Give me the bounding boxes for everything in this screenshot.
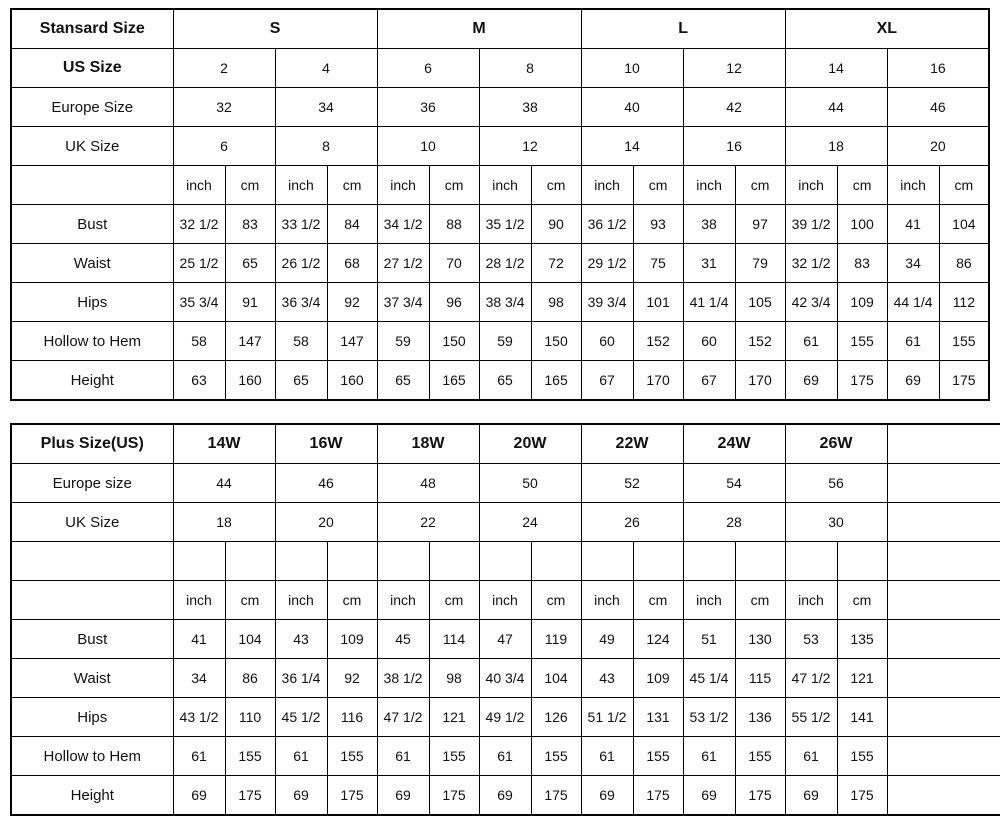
unit-cell: inch xyxy=(683,166,735,205)
plus-measure-cell: 49 xyxy=(581,620,633,659)
unit-cell: cm xyxy=(735,166,785,205)
plus-measure-cell: 110 xyxy=(225,698,275,737)
plus-europe-size-cell: 50 xyxy=(479,464,581,503)
us-size-cell: 2 xyxy=(173,49,275,88)
europe-size-cell: 36 xyxy=(377,88,479,127)
plus-measure-cell: 131 xyxy=(633,698,683,737)
measure-cell: 147 xyxy=(327,322,377,361)
measure-cell: 104 xyxy=(939,205,989,244)
europe-size-cell: 46 xyxy=(887,88,989,127)
measure-cell: 96 xyxy=(429,283,479,322)
measure-cell: 65 xyxy=(479,361,531,401)
us-size-cell: 4 xyxy=(275,49,377,88)
row-label-us-size: US Size xyxy=(11,49,173,88)
table-row-europe-size xyxy=(11,88,989,127)
measure-cell: 34 xyxy=(887,244,939,283)
measure-cell: 165 xyxy=(429,361,479,401)
measure-cell: 28 1/2 xyxy=(479,244,531,283)
size-group-xl: XL xyxy=(785,9,989,49)
plus-spacer-cell xyxy=(377,542,429,581)
table-row-units xyxy=(11,166,989,205)
plus-spacer-cell xyxy=(785,542,837,581)
measure-cell: 83 xyxy=(837,244,887,283)
plus-blank-cell xyxy=(887,503,1000,542)
row-label-plus-hollow-to-hem: Hollow to Hem xyxy=(11,737,173,776)
uk-size-cell: 12 xyxy=(479,127,581,166)
measure-cell: 91 xyxy=(225,283,275,322)
plus-europe-size-cell: 56 xyxy=(785,464,887,503)
plus-measure-cell: 155 xyxy=(531,737,581,776)
measure-cell: 175 xyxy=(939,361,989,401)
measure-cell: 38 3/4 xyxy=(479,283,531,322)
plus-spacer-cell xyxy=(479,542,531,581)
measure-cell: 90 xyxy=(531,205,581,244)
us-size-cell: 12 xyxy=(683,49,785,88)
plus-uk-size-cell: 30 xyxy=(785,503,887,542)
measure-cell: 34 1/2 xyxy=(377,205,429,244)
table-row-size-groups xyxy=(11,9,989,49)
europe-size-cell: 44 xyxy=(785,88,887,127)
measure-cell: 70 xyxy=(429,244,479,283)
row-label-plus-units-blank xyxy=(11,581,173,620)
plus-measure-cell: 114 xyxy=(429,620,479,659)
table-row-plus-units xyxy=(11,581,1000,620)
plus-measure-cell: 55 1/2 xyxy=(785,698,837,737)
unit-cell: inch xyxy=(173,166,225,205)
measure-cell: 160 xyxy=(225,361,275,401)
us-size-cell: 8 xyxy=(479,49,581,88)
measure-cell: 36 1/2 xyxy=(581,205,633,244)
plus-unit-cell: inch xyxy=(581,581,633,620)
measure-cell: 88 xyxy=(429,205,479,244)
measure-cell: 58 xyxy=(275,322,327,361)
plus-measure-cell: 115 xyxy=(735,659,785,698)
uk-size-cell: 14 xyxy=(581,127,683,166)
plus-measure-cell: 69 xyxy=(479,776,531,816)
measure-cell: 155 xyxy=(837,322,887,361)
measure-cell: 101 xyxy=(633,283,683,322)
unit-cell: cm xyxy=(939,166,989,205)
plus-unit-cell: cm xyxy=(429,581,479,620)
us-size-cell: 6 xyxy=(377,49,479,88)
row-label-waist: Waist xyxy=(11,244,173,283)
plus-blank-cell xyxy=(887,659,1000,698)
plus-measure-cell: 38 1/2 xyxy=(377,659,429,698)
plus-measure-cell: 41 xyxy=(173,620,225,659)
plus-measure-cell: 175 xyxy=(837,776,887,816)
plus-measure-cell: 141 xyxy=(837,698,887,737)
row-label-uk-size: UK Size xyxy=(11,127,173,166)
plus-measure-cell: 45 1/2 xyxy=(275,698,327,737)
unit-cell: inch xyxy=(377,166,429,205)
measure-cell: 152 xyxy=(735,322,785,361)
measure-cell: 60 xyxy=(683,322,735,361)
plus-measure-cell: 61 xyxy=(581,737,633,776)
plus-uk-size-cell: 18 xyxy=(173,503,275,542)
size-group-l: L xyxy=(581,9,785,49)
measure-cell: 35 1/2 xyxy=(479,205,531,244)
table-row-us-size xyxy=(11,49,989,88)
measure-cell: 165 xyxy=(531,361,581,401)
plus-unit-cell: inch xyxy=(479,581,531,620)
plus-spacer-cell xyxy=(683,542,735,581)
row-label-plus-waist: Waist xyxy=(11,659,173,698)
plus-spacer-cell xyxy=(633,542,683,581)
measure-cell: 152 xyxy=(633,322,683,361)
plus-measure-cell: 47 xyxy=(479,620,531,659)
plus-unit-cell: inch xyxy=(785,581,837,620)
measure-cell: 39 1/2 xyxy=(785,205,837,244)
measure-cell: 65 xyxy=(377,361,429,401)
plus-size-table xyxy=(10,423,1000,816)
plus-blank-cell xyxy=(887,737,1000,776)
plus-measure-cell: 61 xyxy=(479,737,531,776)
plus-measure-cell: 175 xyxy=(633,776,683,816)
plus-measure-cell: 175 xyxy=(531,776,581,816)
measure-cell: 65 xyxy=(275,361,327,401)
table-row-plus-bust xyxy=(11,620,1000,659)
plus-size-group-16w: 16W xyxy=(275,424,377,464)
plus-measure-cell: 109 xyxy=(633,659,683,698)
plus-measure-cell: 47 1/2 xyxy=(377,698,429,737)
plus-measure-cell: 61 xyxy=(173,737,225,776)
plus-size-group-20w: 20W xyxy=(479,424,581,464)
plus-uk-size-cell: 22 xyxy=(377,503,479,542)
plus-size-group-24w: 24W xyxy=(683,424,785,464)
measure-cell: 41 xyxy=(887,205,939,244)
measure-cell: 105 xyxy=(735,283,785,322)
plus-measure-cell: 155 xyxy=(225,737,275,776)
standard-size-table xyxy=(10,8,990,401)
measure-cell: 44 1/4 xyxy=(887,283,939,322)
plus-measure-cell: 45 1/4 xyxy=(683,659,735,698)
measure-cell: 35 3/4 xyxy=(173,283,225,322)
measure-cell: 83 xyxy=(225,205,275,244)
plus-europe-size-cell: 48 xyxy=(377,464,479,503)
row-label-units-blank xyxy=(11,166,173,205)
measure-cell: 25 1/2 xyxy=(173,244,225,283)
measure-cell: 100 xyxy=(837,205,887,244)
plus-europe-size-cell: 46 xyxy=(275,464,377,503)
measure-cell: 150 xyxy=(429,322,479,361)
measure-cell: 41 1/4 xyxy=(683,283,735,322)
plus-measure-cell: 61 xyxy=(377,737,429,776)
measure-cell: 93 xyxy=(633,205,683,244)
measure-cell: 109 xyxy=(837,283,887,322)
measure-cell: 61 xyxy=(785,322,837,361)
plus-blank-cell xyxy=(887,620,1000,659)
plus-size-group-26w: 26W xyxy=(785,424,887,464)
plus-measure-cell: 109 xyxy=(327,620,377,659)
unit-cell: cm xyxy=(531,166,581,205)
measure-cell: 26 1/2 xyxy=(275,244,327,283)
plus-measure-cell: 61 xyxy=(683,737,735,776)
measure-cell: 86 xyxy=(939,244,989,283)
plus-measure-cell: 92 xyxy=(327,659,377,698)
plus-spacer-cell xyxy=(275,542,327,581)
plus-unit-cell: inch xyxy=(683,581,735,620)
plus-spacer-cell xyxy=(173,542,225,581)
plus-measure-cell: 98 xyxy=(429,659,479,698)
row-label-plus-hips: Hips xyxy=(11,698,173,737)
europe-size-cell: 42 xyxy=(683,88,785,127)
measure-cell: 60 xyxy=(581,322,633,361)
plus-unit-cell: cm xyxy=(225,581,275,620)
table-row-plus-height xyxy=(11,776,1000,816)
plus-spacer-label xyxy=(11,542,173,581)
plus-measure-cell: 34 xyxy=(173,659,225,698)
measure-cell: 36 3/4 xyxy=(275,283,327,322)
plus-blank-cell xyxy=(887,581,1000,620)
plus-measure-cell: 51 xyxy=(683,620,735,659)
measure-cell: 67 xyxy=(581,361,633,401)
measure-cell: 69 xyxy=(785,361,837,401)
plus-unit-cell: inch xyxy=(173,581,225,620)
measure-cell: 61 xyxy=(887,322,939,361)
plus-unit-cell: inch xyxy=(377,581,429,620)
plus-measure-cell: 155 xyxy=(837,737,887,776)
plus-measure-cell: 116 xyxy=(327,698,377,737)
plus-unit-cell: cm xyxy=(735,581,785,620)
size-group-m: M xyxy=(377,9,581,49)
plus-measure-cell: 43 xyxy=(581,659,633,698)
measure-cell: 79 xyxy=(735,244,785,283)
plus-spacer-cell xyxy=(735,542,785,581)
measure-cell: 112 xyxy=(939,283,989,322)
plus-measure-cell: 155 xyxy=(633,737,683,776)
table-row-uk-size xyxy=(11,127,989,166)
measure-cell: 170 xyxy=(633,361,683,401)
plus-measure-cell: 175 xyxy=(735,776,785,816)
measure-cell: 155 xyxy=(939,322,989,361)
measure-cell: 31 xyxy=(683,244,735,283)
uk-size-cell: 10 xyxy=(377,127,479,166)
uk-size-cell: 8 xyxy=(275,127,377,166)
plus-uk-size-cell: 20 xyxy=(275,503,377,542)
row-label-plus-height: Height xyxy=(11,776,173,816)
measure-cell: 69 xyxy=(887,361,939,401)
measure-cell: 72 xyxy=(531,244,581,283)
row-label-europe-size: Europe Size xyxy=(11,88,173,127)
measure-cell: 84 xyxy=(327,205,377,244)
plus-measure-cell: 104 xyxy=(225,620,275,659)
plus-measure-cell: 69 xyxy=(785,776,837,816)
plus-measure-cell: 51 1/2 xyxy=(581,698,633,737)
unit-cell: inch xyxy=(581,166,633,205)
uk-size-cell: 18 xyxy=(785,127,887,166)
plus-measure-cell: 49 1/2 xyxy=(479,698,531,737)
measure-cell: 33 1/2 xyxy=(275,205,327,244)
row-label-hollow-to-hem: Hollow to Hem xyxy=(11,322,173,361)
measure-cell: 150 xyxy=(531,322,581,361)
plus-spacer-cell xyxy=(225,542,275,581)
measure-cell: 63 xyxy=(173,361,225,401)
plus-measure-cell: 155 xyxy=(327,737,377,776)
plus-measure-cell: 155 xyxy=(735,737,785,776)
europe-size-cell: 38 xyxy=(479,88,581,127)
plus-measure-cell: 69 xyxy=(377,776,429,816)
plus-blank-cell xyxy=(887,464,1000,503)
plus-size-group-14w: 14W xyxy=(173,424,275,464)
measure-cell: 38 xyxy=(683,205,735,244)
plus-measure-cell: 175 xyxy=(327,776,377,816)
measure-cell: 37 3/4 xyxy=(377,283,429,322)
plus-blank-cell xyxy=(887,424,1000,464)
plus-measure-cell: 43 xyxy=(275,620,327,659)
table-row-height xyxy=(11,361,989,401)
plus-measure-cell: 61 xyxy=(275,737,327,776)
measure-cell: 42 3/4 xyxy=(785,283,837,322)
plus-measure-cell: 175 xyxy=(225,776,275,816)
measure-cell: 67 xyxy=(683,361,735,401)
table-row-hips xyxy=(11,283,989,322)
table-divider xyxy=(10,401,990,423)
row-label-plus-europe-size: Europe size xyxy=(11,464,173,503)
measure-cell: 59 xyxy=(479,322,531,361)
measure-cell: 147 xyxy=(225,322,275,361)
plus-unit-cell: cm xyxy=(633,581,683,620)
table-row-plus-size-groups xyxy=(11,424,1000,464)
plus-blank-cell xyxy=(887,542,1000,581)
row-label-hips: Hips xyxy=(11,283,173,322)
plus-measure-cell: 53 1/2 xyxy=(683,698,735,737)
measure-cell: 68 xyxy=(327,244,377,283)
us-size-cell: 14 xyxy=(785,49,887,88)
plus-measure-cell: 53 xyxy=(785,620,837,659)
plus-spacer-cell xyxy=(581,542,633,581)
unit-cell: inch xyxy=(785,166,837,205)
measure-cell: 27 1/2 xyxy=(377,244,429,283)
plus-uk-size-cell: 26 xyxy=(581,503,683,542)
plus-unit-cell: inch xyxy=(275,581,327,620)
table-row-plus-uk-size xyxy=(11,503,1000,542)
table-row-bust xyxy=(11,205,989,244)
europe-size-cell: 34 xyxy=(275,88,377,127)
plus-measure-cell: 155 xyxy=(429,737,479,776)
plus-europe-size-cell: 52 xyxy=(581,464,683,503)
plus-spacer-cell xyxy=(327,542,377,581)
plus-size-group-22w: 22W xyxy=(581,424,683,464)
table-row-plus-hollow-to-hem xyxy=(11,737,1000,776)
plus-size-group-18w: 18W xyxy=(377,424,479,464)
plus-measure-cell: 175 xyxy=(429,776,479,816)
table-row-plus-europe-size xyxy=(11,464,1000,503)
plus-measure-cell: 136 xyxy=(735,698,785,737)
measure-cell: 32 1/2 xyxy=(173,205,225,244)
us-size-cell: 10 xyxy=(581,49,683,88)
measure-cell: 170 xyxy=(735,361,785,401)
measure-cell: 59 xyxy=(377,322,429,361)
unit-cell: cm xyxy=(837,166,887,205)
size-group-s: S xyxy=(173,9,377,49)
plus-measure-cell: 40 3/4 xyxy=(479,659,531,698)
unit-cell: cm xyxy=(429,166,479,205)
plus-measure-cell: 121 xyxy=(837,659,887,698)
plus-measure-cell: 61 xyxy=(785,737,837,776)
plus-uk-size-cell: 28 xyxy=(683,503,785,542)
plus-measure-cell: 86 xyxy=(225,659,275,698)
plus-measure-cell: 47 1/2 xyxy=(785,659,837,698)
europe-size-cell: 40 xyxy=(581,88,683,127)
plus-measure-cell: 135 xyxy=(837,620,887,659)
plus-spacer-cell xyxy=(531,542,581,581)
measure-cell: 92 xyxy=(327,283,377,322)
standard-corner-label: Stansard Size xyxy=(11,9,173,49)
plus-measure-cell: 69 xyxy=(683,776,735,816)
plus-measure-cell: 124 xyxy=(633,620,683,659)
table-row-hollow-to-hem xyxy=(11,322,989,361)
measure-cell: 39 3/4 xyxy=(581,283,633,322)
plus-uk-size-cell: 24 xyxy=(479,503,581,542)
plus-blank-cell xyxy=(887,698,1000,737)
measure-cell: 97 xyxy=(735,205,785,244)
table-row-plus-spacer xyxy=(11,542,1000,581)
plus-corner-label: Plus Size(US) xyxy=(11,424,173,464)
plus-spacer-cell xyxy=(429,542,479,581)
unit-cell: cm xyxy=(225,166,275,205)
plus-measure-cell: 43 1/2 xyxy=(173,698,225,737)
row-label-bust: Bust xyxy=(11,205,173,244)
plus-measure-cell: 69 xyxy=(275,776,327,816)
unit-cell: cm xyxy=(327,166,377,205)
measure-cell: 65 xyxy=(225,244,275,283)
uk-size-cell: 16 xyxy=(683,127,785,166)
measure-cell: 175 xyxy=(837,361,887,401)
row-label-plus-uk-size: UK Size xyxy=(11,503,173,542)
table-row-plus-waist xyxy=(11,659,1000,698)
plus-blank-cell xyxy=(887,776,1000,816)
plus-measure-cell: 119 xyxy=(531,620,581,659)
unit-cell: cm xyxy=(633,166,683,205)
plus-spacer-cell xyxy=(837,542,887,581)
plus-measure-cell: 130 xyxy=(735,620,785,659)
plus-europe-size-cell: 54 xyxy=(683,464,785,503)
plus-europe-size-cell: 44 xyxy=(173,464,275,503)
plus-measure-cell: 69 xyxy=(173,776,225,816)
plus-measure-cell: 104 xyxy=(531,659,581,698)
table-row-waist xyxy=(11,244,989,283)
table-row-plus-hips xyxy=(11,698,1000,737)
plus-measure-cell: 45 xyxy=(377,620,429,659)
plus-unit-cell: cm xyxy=(531,581,581,620)
us-size-cell: 16 xyxy=(887,49,989,88)
plus-unit-cell: cm xyxy=(837,581,887,620)
plus-measure-cell: 121 xyxy=(429,698,479,737)
plus-unit-cell: cm xyxy=(327,581,377,620)
row-label-plus-bust: Bust xyxy=(11,620,173,659)
row-label-height: Height xyxy=(11,361,173,401)
measure-cell: 58 xyxy=(173,322,225,361)
plus-measure-cell: 36 1/4 xyxy=(275,659,327,698)
measure-cell: 29 1/2 xyxy=(581,244,633,283)
europe-size-cell: 32 xyxy=(173,88,275,127)
unit-cell: inch xyxy=(887,166,939,205)
unit-cell: inch xyxy=(275,166,327,205)
measure-cell: 75 xyxy=(633,244,683,283)
unit-cell: inch xyxy=(479,166,531,205)
measure-cell: 160 xyxy=(327,361,377,401)
plus-measure-cell: 126 xyxy=(531,698,581,737)
plus-measure-cell: 69 xyxy=(581,776,633,816)
uk-size-cell: 6 xyxy=(173,127,275,166)
measure-cell: 98 xyxy=(531,283,581,322)
measure-cell: 32 1/2 xyxy=(785,244,837,283)
uk-size-cell: 20 xyxy=(887,127,989,166)
